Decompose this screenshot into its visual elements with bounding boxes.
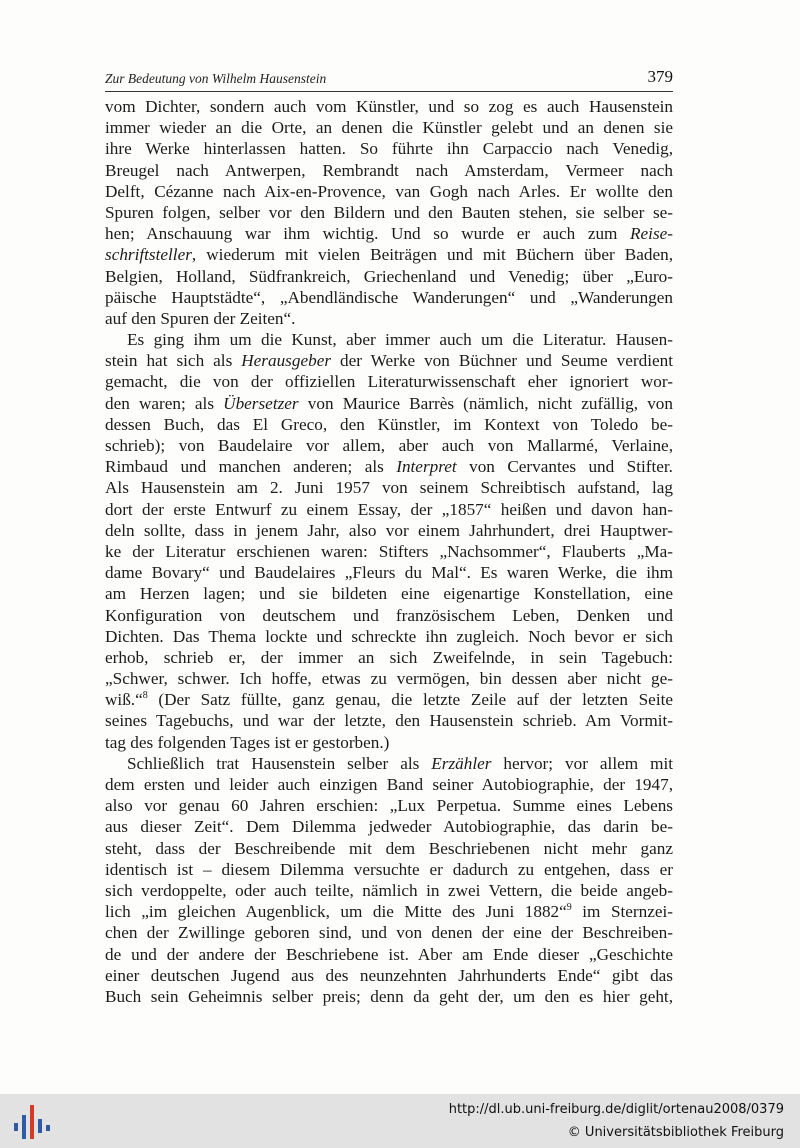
text-run: von Cervantes und Stifter. [456,457,673,477]
emphasis-text: Interpret [396,457,457,477]
text-line [105,901,673,922]
text-line [105,308,673,329]
text-line [105,350,673,371]
text-line [105,816,673,837]
text-line [105,287,673,308]
text-run: im Sternzei- [571,902,673,922]
emphasis-text: Erzähler [431,753,492,773]
text-line [105,520,673,541]
text-run: von Maurice Barrès (nämlich, nicht zufällig, von [298,393,673,413]
text-run: Rimbaud und manchen anderen; als [105,457,397,477]
text-run: chen der Zwillinge geboren sind, und von denen der eine der Beschreiben- [105,923,673,943]
text-run: ke der Literatur erschienen waren: Stifters „Nachsommer“, Flauberts „Ma- [105,541,673,561]
text-run: Belgien, Holland, Südfrankreich, Griechenland und Venedig; über „Euro- [105,266,673,286]
text-run: einer deutschen Jugend aus des neunzehnten Jahrhunderts Ende“ gibt das [105,965,673,985]
text-run: dame Bovary“ und Baudelaires „Fleurs du Mal“. Es waren Werke, die ihm [105,563,673,583]
header-rule [105,91,673,92]
text-run: ihre Werke hinterlassen hatten. So führte ihn Carpaccio nach Venedig, [105,139,673,159]
text-line [105,689,673,710]
text-line [105,562,673,583]
footer-bar [0,1094,800,1148]
ub-freiburg-logo-icon [12,1101,52,1143]
text-line [105,774,673,795]
text-line [105,393,673,414]
running-head [105,67,673,89]
text-line [105,795,673,816]
text-line [105,710,673,731]
text-run: hervor; vor allem mit [491,753,674,773]
text-line [105,965,673,986]
text-run: dem ersten und leider auch einzigen Band seiner Autobiographie, der 1947, [105,775,673,794]
text-run: Es ging ihm um die Kunst, aber immer auch um die Literatur. Hausen- [127,330,673,350]
text-run: immer wieder an die Orte, an denen die Künstler gelebt und an denen sie [105,118,673,138]
emphasis-text: Übersetzer [223,393,299,413]
text-line [105,456,673,477]
text-line [105,371,673,392]
text-line [105,117,673,138]
text-run: aus dieser Zeit“. Dem Dilemma jedweder Autobiographie, das darin be- [105,817,673,837]
text-line [105,880,673,901]
emphasis-text: Reise- [630,224,673,244]
text-line [105,753,673,774]
text-run: dort der erste Entwurf zu einem Essay, der „1857“ heißen und davon han- [105,499,673,519]
text-line [105,986,673,1007]
text-run: lich „im gleichen Augenblick, um die Mitte des Juni 1882“ [105,902,567,922]
text-run: Schließlich trat Hausenstein selber als [127,753,432,773]
text-run: tag des folgenden Tages ist er gestorben.) [105,732,390,752]
text-line [105,202,673,223]
text-run: also vor genau 60 Jahren erschien: „Lux Perpetua. Summe eines Lebens [105,796,673,816]
text-run: vom Dichter, sondern auch vom Künstler, und so zog es auch Hausenstein [105,97,673,116]
text-run: der Werke von Büchner und Seume verdient [331,351,673,371]
text-line [105,922,673,943]
text-run: wiß.“ [105,690,143,710]
footnote-ref: 9 [566,902,572,914]
running-title: Zur Bedeutung von Wilhelm Hausenstein [105,71,327,86]
body-text [105,96,673,1007]
text-run: auf den Spuren der Zeiten“. [105,308,296,328]
text-run: Als Hausenstein am 2. Juni 1957 von seinem Schreibtisch aufstand, lag [105,478,673,498]
text-run: hen; Anschauung war ihm wichtig. Und so wurde er auch zum [105,224,631,244]
text-line [105,329,673,350]
text-line [105,605,673,626]
page-number: 379 [647,67,673,86]
text-run: erhob, schrieb er, der immer an sich Zweifelnde, in sein Tagebuch: [105,647,673,667]
text-run: gemacht, die von der offiziellen Literaturwissenschaft eher ignoriert wor- [105,372,673,392]
text-line [105,477,673,498]
text-run: Dichten. Das Thema lockte und schreckte ihn zugleich. Noch bevor er sich [105,626,673,646]
text-run: dessen Buch, das El Greco, den Künstler, im Kontext von Toledo be- [105,414,673,434]
text-run: „Schwer, schwer. Ich hoffe, etwas zu vermögen, bin dessen aber nicht ge- [105,669,673,689]
text-run: päische Hauptstädte“, „Abendländische Wanderungen“ und „Wanderungen [105,287,673,307]
text-line [105,626,673,647]
text-line [105,138,673,159]
text-line [105,414,673,435]
text-line [105,96,673,117]
footnote-ref: 8 [142,690,148,702]
text-run: identisch ist – diesem Dilemma versuchte er dadurch zu entgehen, dass er [105,859,673,879]
text-run: seines Tagebuchs, und war der letzte, den Hausenstein schrieb. Am Vormit- [105,711,673,731]
text-run: Breugel nach Antwerpen, Rembrandt nach Amsterdam, Vermeer nach [105,160,673,180]
text-run: stein hat sich als [105,351,242,371]
text-line [105,435,673,456]
text-line [105,668,673,689]
text-run: schrieb); von Baudelaire vor allem, aber auch von Mallarmé, Verlaine, [105,436,673,455]
text-run: , wiederum mit vielen Beiträgen und mit Büchern über Baden, [191,245,673,265]
text-line [105,838,673,859]
text-run: den waren; als [105,393,224,413]
text-line [105,499,673,520]
text-line [105,266,673,287]
text-line [105,181,673,202]
text-line [105,244,673,265]
copyright-notice: © Universitätsbibliothek Freiburg [567,1125,784,1140]
text-line [105,647,673,668]
emphasis-text: schriftsteller [105,245,192,265]
text-line [105,160,673,181]
text-run: Buch sein Geheimnis selber preis; denn da geht der, um den es hier geht, [105,986,673,1006]
text-line [105,859,673,880]
emphasis-text: Herausgeber [241,351,332,371]
text-run: steht, dass der Beschreibende mit dem Beschriebenen nicht mehr ganz [105,838,673,858]
text-run: de und der andere der Beschriebene ist. Aber am Ende dieser „Geschichte [105,944,673,964]
text-run: sich verdoppelte, oder auch teilte, nämlich in zwei Vettern, die beide angeb- [105,880,673,900]
text-run: deln sollte, dass in jenem Jahr, also vor einem Jahrhundert, drei Hauptwer- [105,520,673,540]
text-run: Spuren folgen, selber vor den Bildern und den Bauten stehen, sie selber se- [105,202,673,222]
text-run: (Der Satz füllte, ganz genau, die letzte Zeile auf der letzten Seite [147,690,673,710]
text-line [105,583,673,604]
text-line [105,732,673,753]
text-run: Delft, Cézanne nach Aix-en-Provence, van Gogh nach Arles. Er wollte den [105,181,673,201]
text-line [105,223,673,244]
text-line [105,944,673,965]
text-run: Konfiguration von deutschem und französischem Leben, Denken und [105,605,673,625]
source-url-link[interactable]: http://dl.ub.uni-freiburg.de/diglit/ortenau2008/0379 [448,1102,784,1117]
text-line [105,541,673,562]
text-run: am Herzen lagen; und sie bildeten eine eigenartige Konstellation, eine [105,584,673,604]
